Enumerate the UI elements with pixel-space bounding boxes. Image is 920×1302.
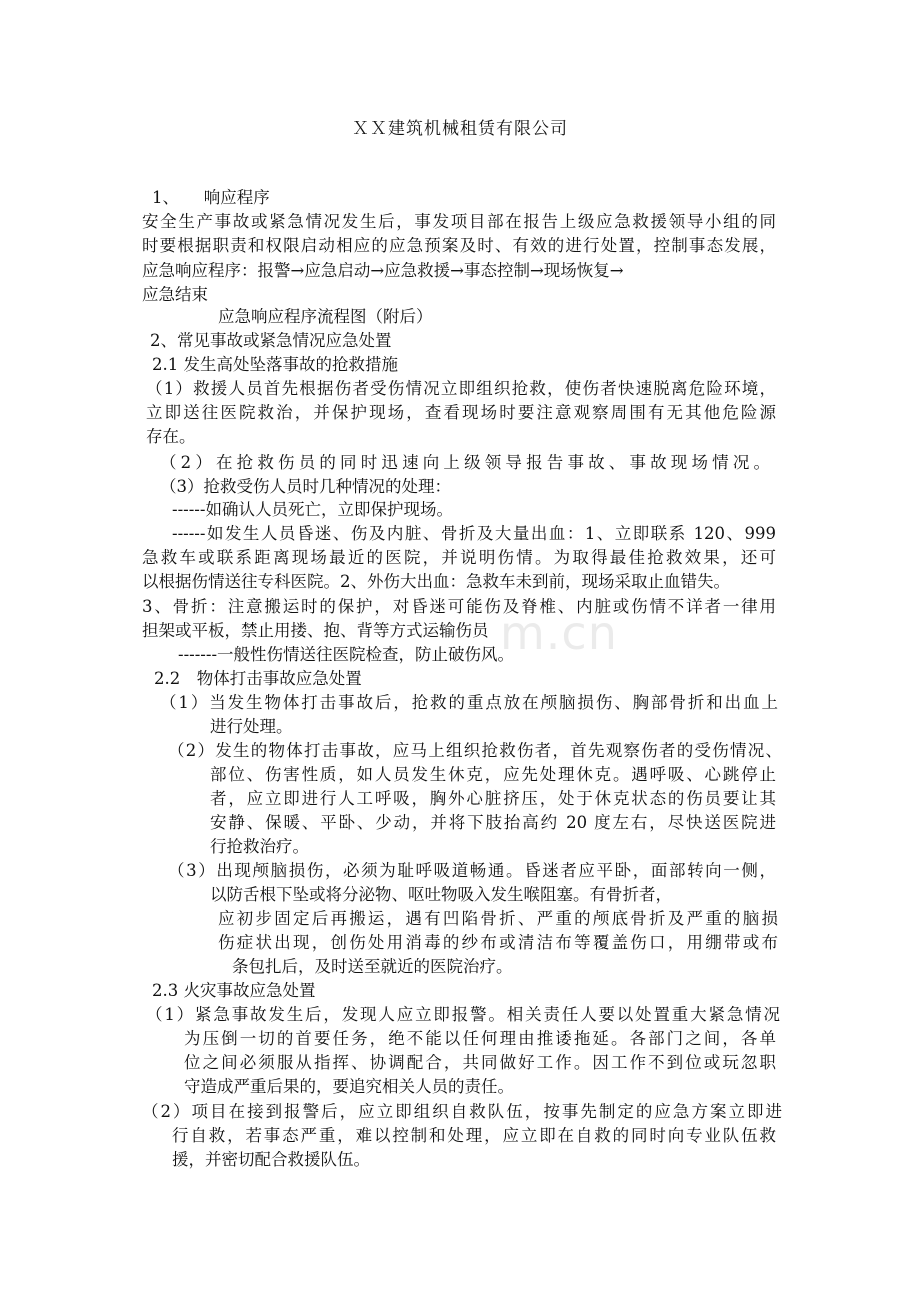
list-item-line: （1）紧急事故发生后，发现人应立即报警。相关责任人要以处置重大紧急情况 bbox=[146, 1005, 780, 1024]
list-item-line: 安静、保暖、平卧、少动，并将下肢抬高约 20 度左右，尽快送医院进 bbox=[210, 813, 776, 832]
list-item-line: 位之间必须服从指挥、协调配合，共同做好工作。因工作不到位或玩忽职 bbox=[184, 1053, 776, 1072]
list-item-line: 者，应立即进行人工呼吸，胸外心脏挤压，处于休克状态的伤员要让其 bbox=[210, 789, 776, 808]
list-item-line: ------如确认人员死亡，立即保护现场。 bbox=[172, 500, 453, 519]
section-heading: 2、常见事故或紧急情况应急处置 bbox=[150, 331, 392, 350]
list-item-line: （2）在抢救伤员的同时迅速向上级领导报告事故、事故现场情况。 bbox=[160, 453, 770, 472]
list-item-line: （3）出现颅脑损伤，必须为耻呼吸道畅通。昏迷者应平卧，面部转向一侧， bbox=[168, 861, 776, 880]
paragraph-line: 担架或平板，禁止用搂、抱、背等方式运输伤员 bbox=[142, 621, 489, 640]
paragraph-line: 以根据伤情送往专科医院。2、外伤大出血：急救车未到前，现场采取止血错失。 bbox=[142, 572, 730, 591]
list-item-line: 条包扎后，及时送至就近的医院治疗。 bbox=[232, 957, 513, 976]
list-item-line: （2）项目在接到报警后，应立即组织自救队伍，按事先制定的应急方案立即进 bbox=[142, 1102, 782, 1121]
list-item-line: 以防舌根下坠或将分泌物、呕吐物吸入发生喉阻塞。有骨折者， bbox=[210, 885, 672, 904]
paragraph-line: 安全生产事故或紧急情况发生后，事发项目部在报告上级应急救援领导小组的同 bbox=[142, 212, 776, 231]
document-title: ＸＸ建筑机械租赁有限公司 bbox=[352, 119, 568, 139]
list-item-line: 为压倒一切的首要任务，绝不能以任何理由推诿拖延。各部门之间，各单 bbox=[184, 1029, 776, 1048]
list-item-line: 行自救，若事态严重，难以控制和处理，应立即在自救的同时向专业队伍救 bbox=[172, 1126, 776, 1145]
subsection-heading: 2.3 火灾事故应急处置 bbox=[152, 981, 316, 1000]
section-heading-response: 1、 响应程序 bbox=[152, 188, 270, 207]
list-item-line: 援，并密切配合救援队伍。 bbox=[172, 1150, 370, 1169]
paragraph-line: 3、骨折：注意搬运时的保护，对昏迷可能伤及脊椎、内脏或伤情不详者一律用 bbox=[142, 597, 776, 616]
list-item-line: 进行处理。 bbox=[210, 717, 293, 736]
watermark-text: m.cn bbox=[500, 606, 618, 660]
list-item-line: （1）救援人员首先根据伤者受伤情况立即组织抢救，使伤者快速脱离危险环境， bbox=[146, 379, 776, 398]
list-item-line: 存在。 bbox=[146, 427, 196, 446]
subsection-heading: 2.2 物体打击事故应急处置 bbox=[154, 669, 362, 688]
subsection-heading: 2.1 发生高处坠落事故的抢救措施 bbox=[152, 355, 398, 374]
list-item-line: 立即送往医院救治，并保护现场，查看现场时要注意观察周围有无其他危险源 bbox=[146, 403, 776, 422]
list-item-line: （2）发生的物体打击事故，应马上组织抢救伤者，首先观察伤者的受伤情况、 bbox=[168, 741, 782, 760]
flowchart-caption: 应急响应程序流程图（附后） bbox=[218, 307, 433, 326]
paragraph-line: 急救车或联系距离现场最近的医院，并说明伤情。为取得最佳抢救效果，还可 bbox=[142, 548, 776, 567]
paragraph-line: -------一般性伤情送往医院检查，防止破伤风。 bbox=[178, 645, 515, 664]
paragraph-line: 时要根据职责和权限启动相应的应急预案及时、有效的进行处置，控制事态发展， bbox=[142, 236, 776, 255]
paragraph-line: 应急响应程序：报警→应急启动→应急救援→事态控制→现场恢复→ bbox=[142, 261, 624, 280]
paragraph-line: ------如发生人员昏迷、伤及内脏、骨折及大量出血：1、立即联系 120、999 bbox=[172, 524, 776, 543]
list-item-line: 行抢救治疗。 bbox=[210, 837, 309, 856]
list-item-line: 应初步固定后再搬运，遇有凹陷骨折、严重的颅底骨折及严重的脑损 bbox=[218, 909, 778, 928]
list-item-line: 守造成严重后果的，要追究相关人员的责任。 bbox=[184, 1077, 514, 1096]
list-item-line: （1）当发生物体打击事故后，抢救的重点放在颅脑损伤、胸部骨折和出血上 bbox=[160, 693, 778, 712]
paragraph-line: 应急结束 bbox=[142, 285, 208, 304]
list-item-line: 伤症状出现，创伤处用消毒的纱布或清洁布等覆盖伤口，用绷带或布 bbox=[218, 933, 778, 952]
list-item-line: 部位、伤害性质，如人员发生休克，应先处理休克。遇呼吸、心跳停止 bbox=[210, 765, 776, 784]
list-item-line: （3）抢救受伤人员时几种情况的处理： bbox=[160, 477, 451, 496]
